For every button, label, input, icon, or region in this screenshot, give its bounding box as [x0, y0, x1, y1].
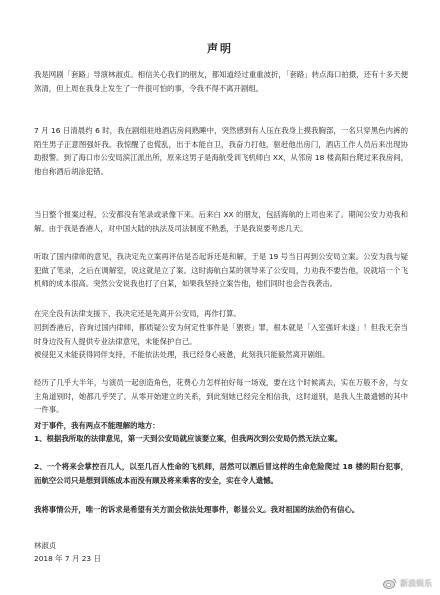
doubt-item-2: 2、一个将来会掌控百几人，以至几百人性命的飞机师，居然可以酒后冒这样的生命危险爬过 18 楼的阳台犯事，而航空公司只是想到训练成本而没有顾及将来乘客的安全，实在令人遗憾。 — [34, 462, 408, 485]
signature-date: 2018 年 7 月 23 日 — [34, 554, 101, 563]
document-title: 声明 — [207, 42, 233, 55]
doubt-heading: 对于事件，我有两点不能理解的地方： — [34, 421, 160, 430]
signature-name: 林淑贞 — [34, 541, 57, 550]
regret-paragraph: 经历了几乎大半年，与演员一起创造角色，花费心力怎样拍好每一场戏，要在这个时候离去，实在万般不舍，与女主角道别时，她都几乎哭了。从零开始建立的关系，到此刻她已经完全相信我，这时道别，是我人生最遗憾的其中一件事。 — [34, 378, 408, 414]
police-paragraph: 当日整个报案过程，公安都没有笔录或录像下来。后来白 XX 的朋友，包括海航的上司也来了。期间公安力劝我和解。由于我是香港人，对中国大陆的执法及司法制度不熟悉，于是我说要考虑几天。 — [34, 210, 408, 233]
followup-paragraph: 听取了国内律师的意见，我决定先立案再评估是否起诉还是和解，于是 19 号当日再到公安局立案。公安为我与疑犯做了笔录，之后在调解室，说这就是立了案。这时海航白某的领导来了公安局，力劝我不要告他，说就培一个飞机师的成本很高。突然公安说我也打了白某，如果我坚持立案告他，他们同时也会告我袭击。 — [34, 252, 408, 288]
weibo-logo-icon — [383, 578, 397, 589]
fear-paragraph: 被侵犯又未能获得同伴支持，不能依法处理，我已经身心疲惫，此刻我只能毅然离开剧组。 — [34, 350, 330, 359]
sina-watermark — [383, 578, 432, 589]
intro-paragraph: 我是网剧「套路」导演林淑贞。相信关心我们的朋友，都知道经过重重波折，「套路」转点海口拍摄，还有十多天便煞清，但上周在我身上发生了一件很可怕的事，令我不得不离开剧组。 — [34, 70, 408, 93]
doubt-item-1: 1、根据我所取的法律意见，第一天到公安局就应该要立案，但我两次到公安局仍然无法立案。 — [34, 434, 343, 443]
watermark-label: 新浪娱乐 — [400, 579, 432, 588]
hk-paragraph: 回到香港后，咨询过国内律师，都质疑公安为何定性事件是「猥亵」罪，根本就是「入室强奸未遂」！但我无奈当时身边没有人提供专业法律意见，未能保护自己。 — [34, 323, 408, 346]
incident-paragraph: 7 月 16 日清晨约 6 时，我在剧组驻地酒店房间熟睡中，突然感到有人压在我身上摸我胸部，一名只穿黑色内裤的陌生男子正意图强奸我。我惊醒了也慌乱，出于本能自卫，我奋力打他，驱赶他出房门，酒店工作人员后来出现协助报警。到了海口市公安局滨江派出所，原来这男子是海航受训飞机师白 XX，从邻房 18 楼高阳台爬过来我房间，他自称酒后胡涂犯错。 — [34, 126, 408, 176]
closing-paragraph: 我将事情公开，唯一的诉求是希望有关方面会依法处理事件，彰显公义。我对祖国的法治仍有信心。 — [34, 505, 360, 514]
worry-paragraph: 在完全没有法律支援下，我决定还是先离开公安局，再作打算。 — [34, 309, 241, 318]
